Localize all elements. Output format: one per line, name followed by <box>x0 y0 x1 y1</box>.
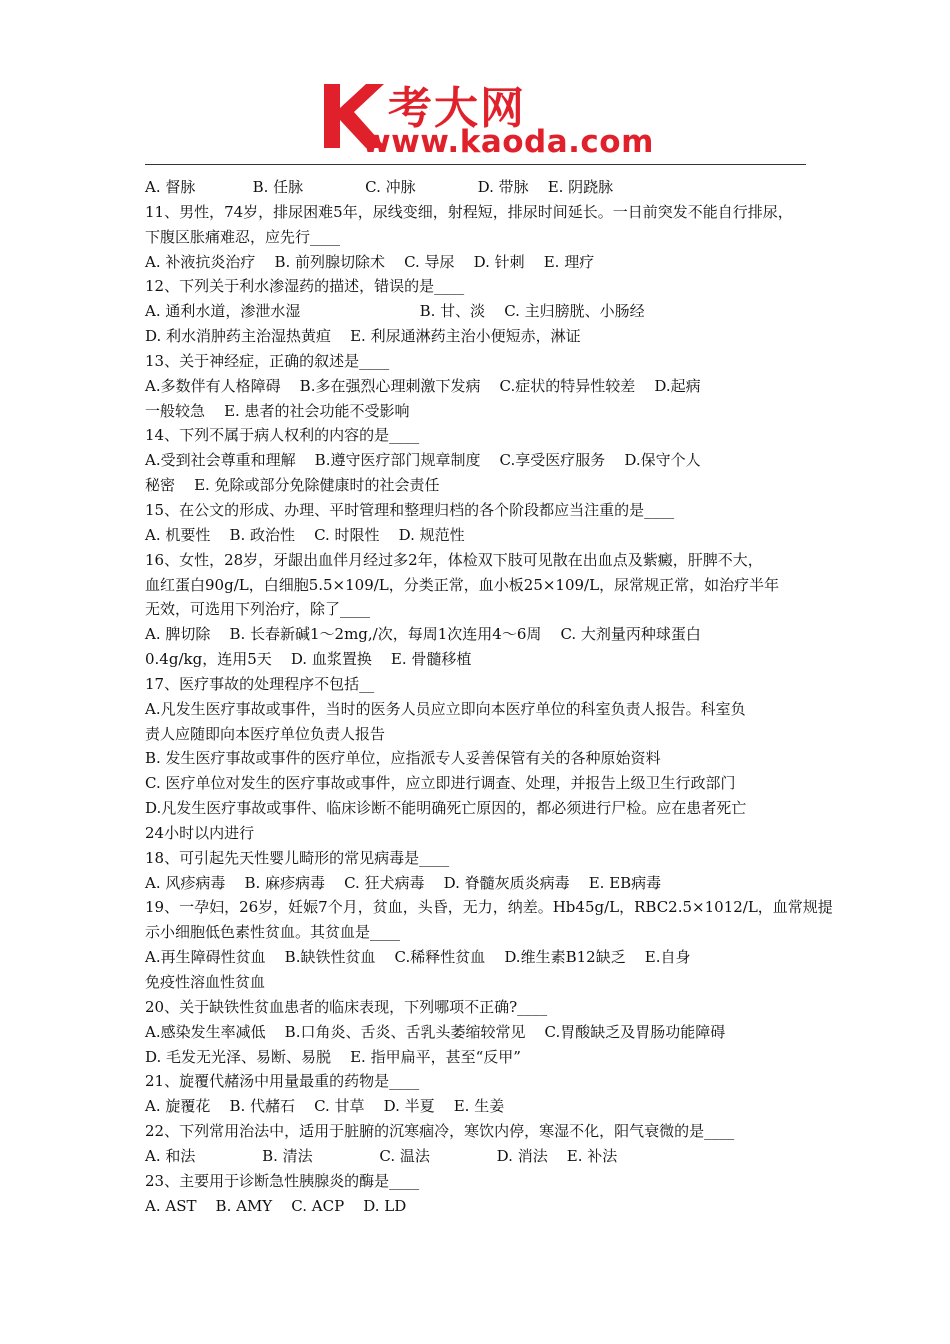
text-line: 示小细胞低色素性贫血。其贫血是____ <box>145 923 401 942</box>
text-line: C. 医疗单位对发生的医疗事故或事件，应立即进行调查、处理，并报告上级卫生行政部门 <box>145 774 736 793</box>
text-line: A.受到社会尊重和理解 B.遵守医疗部门规章制度 C.享受医疗服务 D.保守个人 <box>145 451 701 470</box>
text-line: 23、主要用于诊断急性胰腺炎的酶是____ <box>145 1171 420 1190</box>
text-line: 14、下列不属于病人权利的内容的是____ <box>145 426 420 445</box>
text-line: D. 毛发无光泽、易断、易脱 E. 指甲扁平，甚至“反甲” <box>145 1047 521 1066</box>
text-line: 免疫性溶血性贫血 <box>145 973 266 991</box>
logo-url-text: www.kaoda.com <box>362 124 654 160</box>
text-line: 一般较急 E. 患者的社会功能不受影响 <box>145 401 410 420</box>
text-line: 19、一孕妇，26岁，妊娠7个月，贫血，头昏，无力，纳差。Hb45g/L，RBC2.5×1012/L，血常规提 <box>145 898 833 917</box>
text-line: 无效，可选用下列治疗，除了____ <box>145 600 371 619</box>
text-line: 下腹区胀痛难忍，应先行____ <box>145 227 341 246</box>
kaoda-logo <box>318 78 654 160</box>
text-line: A. 旋覆花 B. 代赭石 C. 甘草 D. 半夏 E. 生姜 <box>145 1097 505 1116</box>
header-divider <box>145 164 806 165</box>
text-line: D. 利水消肿药主治湿热黄疸 E. 利尿通淋药主治小便短赤，淋证 <box>145 327 581 346</box>
text-line: 0.4g/kg，连用5天 D. 血浆置换 E. 骨髓移植 <box>145 650 472 669</box>
text-line: A.再生障碍性贫血 B.缺铁性贫血 C.稀释性贫血 D.维生素B12缺乏 E.自身 <box>145 948 691 967</box>
text-line: A. AST B. AMY C. ACP D. LD <box>145 1196 407 1215</box>
text-line: 16、女性，28岁，牙龈出血伴月经过多2年，体检双下肢可见散在出血点及紫癜，肝脾不大， <box>145 550 763 569</box>
text-line: A. 和法 B. 清法 C. 温法 D. 消法 E. 补法 <box>145 1146 618 1165</box>
text-line: A.多数伴有人格障碍 B.多在强烈心理刺激下发病 C.症状的特异性较差 D.起病 <box>145 376 701 395</box>
text-line: A. 督脉 B. 任脉 C. 冲脉 D. 带脉 E. 阴跷脉 <box>145 178 614 196</box>
text-line: 12、下列关于利水渗湿药的描述，错误的是____ <box>145 277 465 296</box>
text-line: D.凡发生医疗事故或事件、临床诊断不能明确死亡原因的，都必须进行尸检。应在患者死亡 <box>145 799 747 818</box>
text-line: 21、旋覆代赭汤中用量最重的药物是____ <box>145 1072 420 1091</box>
text-line: A. 补液抗炎治疗 B. 前列腺切除术 C. 导尿 D. 针刺 E. 理疗 <box>145 252 595 271</box>
text-line: 13、关于神经症，正确的叙述是____ <box>145 351 390 370</box>
text-line: 责人应随即向本医疗单位负责人报告 <box>145 724 386 743</box>
text-line: A. 脾切除 B. 长春新碱1～2mg,/次，每周1次连用4～6周 C. 大剂量丙种球蛋白 <box>145 625 701 644</box>
text-line: A.凡发生医疗事故或事件，当时的医务人员应立即向本医疗单位的科室负责人报告。科室负 <box>145 699 746 718</box>
text-line: A.感染发生率减低 B.口角炎、舌炎、舌乳头萎缩较常见 C.胃酸缺乏及胃肠功能障碍 <box>145 1022 726 1041</box>
text-line: 11、男性，74岁，排尿困难5年，尿线变细，射程短，排尿时间延长。一日前突发不能自行排尿， <box>145 202 793 221</box>
text-line: 24小时以内进行 <box>145 823 255 842</box>
text-line: A. 机要性 B. 政治性 C. 时限性 D. 规范性 <box>145 525 465 544</box>
text-line: A. 通利水道，渗泄水湿 B. 甘、淡 C. 主归膀胱、小肠经 <box>145 302 645 321</box>
text-line: 17、医疗事故的处理程序不包括__ <box>145 674 375 693</box>
text-line: B. 发生医疗事故或事件的医疗单位，应指派专人妥善保管有关的各种原始资料 <box>145 749 661 768</box>
text-line: A. 风疹病毒 B. 麻疹病毒 C. 狂犬病毒 D. 脊髓灰质炎病毒 E. EB病毒 <box>145 873 662 892</box>
text-line: 15、在公文的形成、办理、平时管理和整理归档的各个阶段都应当注重的是____ <box>145 500 675 519</box>
text-line: 20、关于缺铁性贫血患者的临床表现，下列哪项不正确?____ <box>145 997 548 1016</box>
question-content <box>145 175 833 1218</box>
logo-chinese-text: 考大网 <box>388 83 526 134</box>
text-line: 血红蛋白90g/L，白细胞5.5×109/L，分类正常，血小板25×109/L，尿常规正常，如治疗半年 <box>145 575 780 594</box>
text-line: 秘密 E. 免除或部分免除健康时的社会责任 <box>145 476 440 495</box>
text-line: 18、可引起先天性婴儿畸形的常见病毒是____ <box>145 848 450 867</box>
text-line: 22、下列常用治法中，适用于脏腑的沉寒痼冷，寒饮内停，寒湿不化，阳气衰微的是____ <box>145 1122 735 1141</box>
